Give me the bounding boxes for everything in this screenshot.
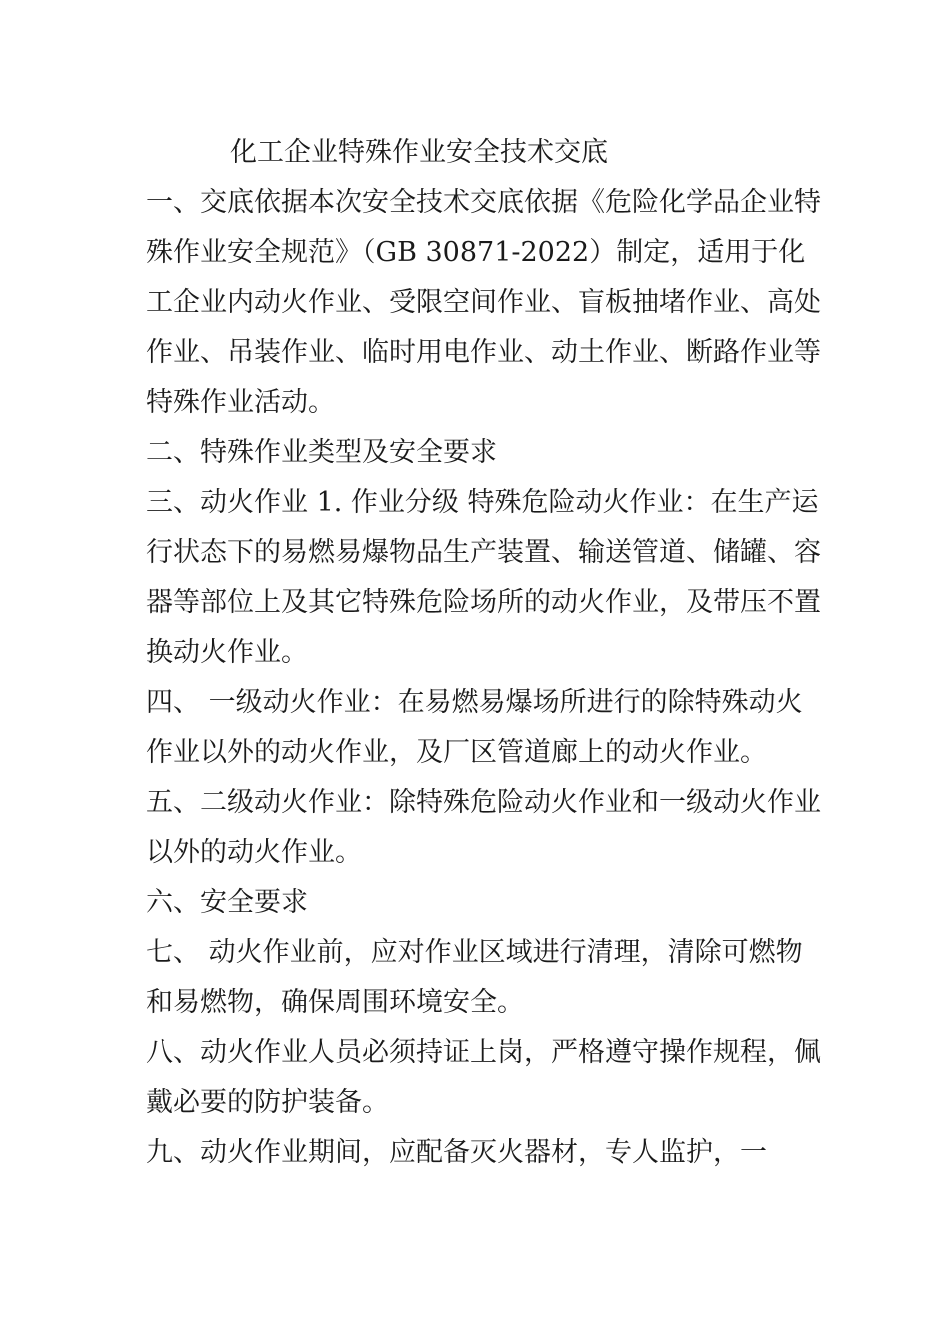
paragraph-level-two-hot-work: 五、二级动火作业：除特殊危险动火作业和一级动火作业以外的动火作业。 [146,787,821,868]
paragraph-fire-equipment: 九、动火作业期间，应配备灭火器材，专人监护，一 [146,1137,767,1168]
document-body [146,128,826,1178]
paragraph-certified-personnel: 八、动火作业人员必须持证上岗，严格遵守操作规程，佩戴必要的防护装备。 [146,1037,821,1118]
paragraph-site-clearing: 七、 动火作业前，应对作业区域进行清理，清除可燃物和易燃物，确保周围环境安全。 [146,937,803,1018]
document-title: 化工企业特殊作业安全技术交底 [230,137,608,168]
paragraph-basis: 一、交底依据本次安全技术交底依据《危险化学品企业特殊作业安全规范》（GB 30871-2022）制定，适用于化工企业内动火作业、受限空间作业、盲板抽堵作业、高处作业、吊装作业、临时用电作业、动土作业、断路作业等特殊作业活动。 [146,187,821,418]
paragraph-hot-work-grading: 三、动火作业 1. 作业分级 特殊危险动火作业：在生产运行状态下的易燃易爆物品生产装置、输送管道、储罐、容器等部位上及其它特殊危险场所的动火作业，及带压不置换动火作业。 [146,487,821,668]
paragraph-safety-requirements: 六、安全要求 [146,887,308,918]
paragraph-work-types: 二、特殊作业类型及安全要求 [146,437,497,468]
paragraph-level-one-hot-work: 四、 一级动火作业：在易燃易爆场所进行的除特殊动火作业以外的动火作业，及厂区管道廊上的动火作业。 [146,687,803,768]
